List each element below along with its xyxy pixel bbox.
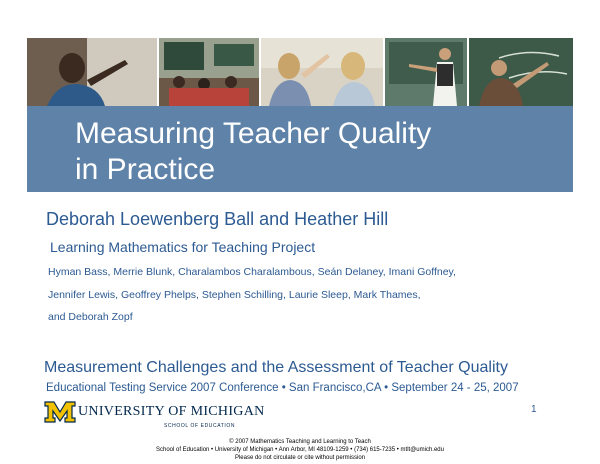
contributors-line-2: Jennifer Lewis, Geoffrey Phelps, Stephen Schilling, Laurie Sleep, Mark Thames, — [48, 289, 421, 301]
footer-copyright: © 2007 Mathematics Teaching and Learning to Teach — [229, 439, 371, 445]
title-band — [27, 106, 573, 192]
university-name: UNIVERSITY OF MICHIGAN — [78, 404, 265, 419]
contributors-line-1: Hyman Bass, Merrie Blunk, Charalambos Charalambous, Seán Delaney, Imani Goffney, — [48, 266, 456, 278]
authors: Deborah Loewenberg Ball and Heather Hill — [46, 209, 389, 229]
conference-title: Measurement Challenges and the Assessment of Teacher Quality — [44, 359, 508, 376]
photo-girls-at-board — [261, 38, 383, 106]
conference-subtitle: Educational Testing Service 2007 Conference • San Francisco,CA • September 24 - 25, 2007 — [46, 382, 519, 394]
footer-notice: Please do not circulate or cite without permission — [234, 455, 366, 461]
slide-title — [75, 116, 431, 188]
contributors-line-3: and Deborah Zopf — [48, 311, 133, 323]
photo-teacher-pointing — [385, 38, 467, 106]
school-name: SCHOOL OF EDUCATION — [164, 423, 236, 429]
slide-number: 1 — [531, 404, 537, 415]
slide-title-line-2: in Practice — [75, 153, 216, 186]
university-logo — [44, 400, 265, 434]
project-name: Learning Mathematics for Teaching Project — [50, 239, 316, 255]
photo-classroom — [159, 38, 259, 106]
footer-address: School of Education • University of Michigan • Ann Arbor, MI 48109-1259 • (734) 615-7235 • mtlt@umich.edu — [156, 447, 444, 453]
photo-teacher-at-blackboard — [469, 38, 573, 106]
photo-strip — [27, 38, 573, 106]
slide-title-line-1: Measuring Teacher Quality — [75, 117, 432, 150]
photo-student-at-board — [27, 38, 157, 106]
block-m-icon — [44, 400, 76, 424]
